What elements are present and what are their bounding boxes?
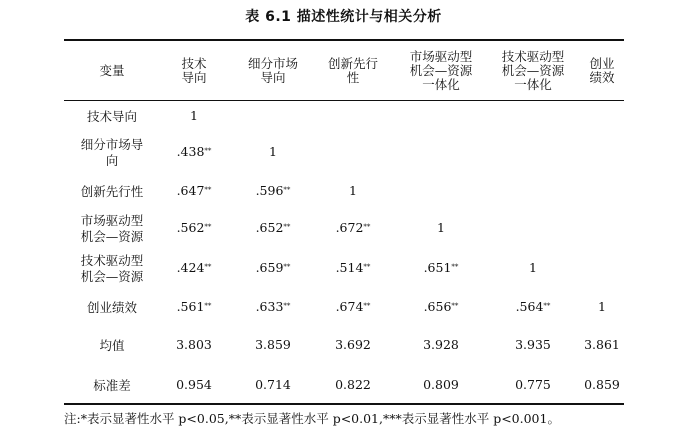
- cell-value: .652: [255, 220, 284, 235]
- column-header-line: 创新先行: [327, 56, 378, 71]
- cell-value: .561: [176, 299, 205, 314]
- column-header-line: 市场驱动型: [409, 49, 473, 64]
- cell-value: .656: [423, 299, 452, 314]
- cell-value: 0.809: [423, 377, 459, 392]
- table-cell: [313, 378, 393, 394]
- table-title: 表 6.1 描述性统计与相关分析: [245, 9, 442, 25]
- table-cell: [313, 261, 393, 277]
- table-cell: [562, 378, 642, 394]
- cell-value: 0.859: [584, 377, 620, 392]
- table-cell: [233, 145, 313, 161]
- cell-value: 3.861: [584, 337, 620, 352]
- table-cell: [313, 184, 393, 200]
- table-cell: [233, 300, 313, 316]
- cell-value: .424: [176, 260, 205, 275]
- table-cell: [154, 221, 234, 237]
- cell-value: .633: [255, 299, 284, 314]
- table-cell: [233, 184, 313, 200]
- significance-mark: **: [283, 223, 291, 231]
- table-cell: [313, 338, 393, 354]
- row-label: [67, 184, 157, 200]
- significance-mark: **: [204, 223, 212, 231]
- table-cell: [313, 300, 393, 316]
- cell-value: 3.859: [255, 337, 291, 352]
- column-header-var: [67, 43, 157, 99]
- cell-value: .562: [176, 220, 205, 235]
- column-header-line: 一体化: [422, 77, 460, 92]
- table-cell: [154, 300, 234, 316]
- table-cell: [233, 221, 313, 237]
- cell-value: 0.714: [255, 377, 291, 392]
- column-header-line: 变量: [99, 63, 125, 78]
- row-label: [67, 253, 157, 285]
- significance-mark: **: [283, 263, 291, 271]
- table-cell: [562, 338, 642, 354]
- table-bottom-rule: [64, 403, 624, 405]
- column-header-line: 绩效: [589, 70, 615, 85]
- column-header-line: 机会—资源: [501, 63, 565, 78]
- row-label: [67, 338, 157, 354]
- cell-value: 3.935: [515, 337, 551, 352]
- table-cell: [401, 221, 481, 237]
- column-header-c2: [233, 43, 313, 99]
- row-label: [67, 137, 157, 169]
- cell-value: 1: [190, 108, 198, 123]
- significance-mark: **: [283, 302, 291, 310]
- row-label: [67, 109, 157, 125]
- significance-mark: **: [363, 223, 371, 231]
- column-header-c5: [489, 43, 577, 99]
- row-label-line: 机会—资源: [80, 229, 144, 244]
- table-cell: [401, 261, 481, 277]
- cell-value: .674: [335, 299, 364, 314]
- cell-value: .659: [255, 260, 284, 275]
- row-label-line: 技术驱动型: [80, 253, 144, 268]
- column-header-line: 一体化: [514, 77, 552, 92]
- table-cell: [401, 378, 481, 394]
- column-header-line: 导向: [260, 70, 286, 85]
- table-cell: [313, 221, 393, 237]
- table-header-rule: [64, 100, 624, 101]
- table-top-rule: [64, 39, 624, 41]
- table-cell: [493, 261, 573, 277]
- row-label: [67, 213, 157, 245]
- column-header-c4: [397, 43, 485, 99]
- significance-mark: **: [543, 302, 551, 310]
- column-header-line: 创业: [589, 56, 615, 71]
- table-cell: [154, 338, 234, 354]
- table-cell: [233, 378, 313, 394]
- cell-value: 1: [349, 183, 357, 198]
- cell-value: .647: [176, 183, 205, 198]
- row-label: [67, 300, 157, 316]
- column-header-c3: [318, 43, 388, 99]
- significance-mark: **: [363, 263, 371, 271]
- cell-value: 0.775: [515, 377, 551, 392]
- cell-value: .596: [255, 183, 284, 198]
- row-label-line: 向: [105, 153, 119, 168]
- cell-value: 3.692: [335, 337, 371, 352]
- row-label-line: 创新先行性: [80, 184, 144, 199]
- table-cell: [154, 145, 234, 161]
- table-cell: [493, 300, 573, 316]
- row-label-line: 技术导向: [86, 109, 137, 124]
- table-cell: [233, 338, 313, 354]
- significance-mark: **: [204, 186, 212, 194]
- significance-mark: **: [204, 302, 212, 310]
- row-label: [67, 378, 157, 394]
- row-label-line: 均值: [99, 338, 125, 353]
- table-cell: [154, 261, 234, 277]
- cell-value: 1: [598, 299, 606, 314]
- table-cell: [233, 261, 313, 277]
- row-label-line: 机会—资源: [80, 269, 144, 284]
- cell-value: 0.954: [176, 377, 212, 392]
- row-label-line: 细分市场导: [80, 137, 144, 152]
- cell-value: .438: [176, 144, 205, 159]
- significance-mark: **: [451, 302, 459, 310]
- row-label-line: 创业绩效: [86, 300, 137, 315]
- column-header-line: 性: [346, 70, 360, 85]
- table-cell: [154, 109, 234, 125]
- column-header-line: 技术: [181, 56, 207, 71]
- significance-mark: **: [204, 263, 212, 271]
- table-cell: [493, 378, 573, 394]
- cell-value: 1: [529, 260, 537, 275]
- cell-value: .514: [335, 260, 364, 275]
- column-header-line: 技术驱动型: [501, 49, 565, 64]
- table-cell: [401, 300, 481, 316]
- cell-value: .651: [423, 260, 452, 275]
- table-cell: [493, 338, 573, 354]
- row-label-line: 标准差: [93, 378, 131, 393]
- cell-value: .672: [335, 220, 364, 235]
- column-header-line: 细分市场: [247, 56, 298, 71]
- cell-value: 0.822: [335, 377, 371, 392]
- cell-value: .564: [515, 299, 544, 314]
- cell-value: 3.928: [423, 337, 459, 352]
- cell-value: 1: [437, 220, 445, 235]
- column-header-line: 机会—资源: [409, 63, 473, 78]
- significance-mark: **: [451, 263, 459, 271]
- column-header-line: 导向: [181, 70, 207, 85]
- column-header-c1: [164, 43, 224, 99]
- significance-mark: **: [204, 147, 212, 155]
- table-cell: [154, 378, 234, 394]
- table-cell: [401, 338, 481, 354]
- table-cell: [562, 300, 642, 316]
- table-cell: [154, 184, 234, 200]
- cell-value: 3.803: [176, 337, 212, 352]
- table-note: 注:*表示显著性水平 p<0.05,**表示显著性水平 p<0.01,***表示显著性水平 p<0.001。: [64, 411, 560, 426]
- column-header-c6: [577, 43, 627, 99]
- significance-mark: **: [283, 186, 291, 194]
- row-label-line: 市场驱动型: [80, 213, 144, 228]
- cell-value: 1: [269, 144, 277, 159]
- significance-mark: **: [363, 302, 371, 310]
